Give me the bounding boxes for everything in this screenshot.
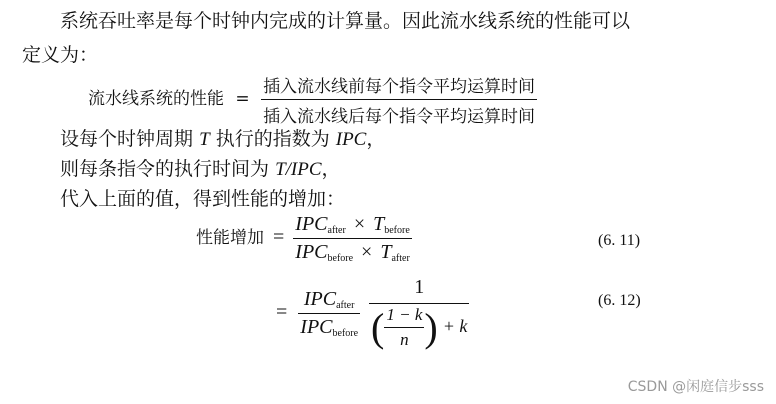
eq2-fraction-one [369, 276, 469, 351]
eq1-lhs: 性能增加 [196, 228, 264, 249]
eq2-inner-den: n [400, 330, 409, 349]
eq2-den-ipc-sub: before [332, 328, 359, 339]
eq2-plus-k: + k [442, 316, 468, 337]
eq1-den-times: × [361, 241, 373, 263]
eq1-eq: = [273, 226, 285, 249]
eq2-num-ipc-sub: after [336, 300, 355, 311]
body-l2-pre: 则每条指令的执行时间为 [60, 158, 270, 180]
eq2-denominator [298, 314, 360, 339]
eq2-right-paren: ) [424, 305, 438, 350]
body-l2-end: ， [321, 158, 341, 180]
perf-definition [88, 72, 537, 127]
eq2-eq: = [276, 301, 288, 324]
body-l1-pre: 设每个时钟周期 [60, 128, 194, 150]
eq1-den-ipc-sub: before [327, 253, 354, 264]
perf-fraction [261, 72, 537, 127]
perf-numerator: 插入流水线前每个指令平均运算时间 [261, 72, 537, 100]
body-l2-expr: T/IPC [275, 159, 322, 180]
eq2-den-ipc: IPC [300, 316, 333, 338]
paragraph-line-2: 定义为： [22, 44, 99, 66]
eq1-num-times: × [353, 213, 366, 235]
perf-lhs: 流水线系统的性能 [88, 89, 224, 109]
eq2-left-paren: ( [371, 305, 385, 350]
eq2-fraction-ipc [298, 288, 360, 339]
watermark: CSDN @闲庭信步sss [627, 379, 764, 395]
equation-6-11 [196, 213, 412, 264]
eq1-fraction [293, 213, 412, 264]
eq1-den-t-sub: after [391, 253, 410, 264]
equation-6-12 [276, 276, 469, 351]
eq1-num-ipc: IPC [295, 213, 328, 235]
eq1-num-t-sub: before [384, 225, 410, 236]
body-l1-mid: 执行的指数为 [215, 128, 330, 150]
equation-number-6-11: (6. 11) [598, 232, 641, 249]
body-l1-ipc: IPC [335, 129, 367, 150]
body-line-2 [60, 154, 341, 181]
eq1-den-ipc: IPC [295, 241, 328, 263]
eq2-numerator [298, 288, 360, 314]
body-l1-end: ， [366, 128, 386, 150]
perf-eq: = [235, 89, 250, 109]
eq2-one: 1 [369, 276, 469, 304]
eq2-inner-fraction [384, 305, 424, 350]
eq2-inner-num: 1 − k [384, 305, 424, 328]
paragraph-line-1: 系统吞吐率是每个时钟内完成的计算量。因此流水线系统的性能可以 [60, 10, 631, 32]
eq1-numerator [293, 213, 412, 239]
perf-denominator: 插入流水线后每个指令平均运算时间 [263, 107, 536, 127]
body-line-1 [60, 124, 385, 151]
equation-number-6-12: (6. 12) [598, 292, 641, 309]
eq1-den-t: T [380, 241, 392, 263]
eq1-denominator [293, 239, 412, 264]
body-line-3: 代入上面的值，得到性能的增加： [60, 188, 346, 210]
eq2-num-ipc: IPC [303, 288, 337, 310]
body-l1-T: T [199, 129, 210, 150]
eq1-num-t: T [373, 213, 385, 235]
eq1-num-ipc-sub: after [327, 225, 346, 236]
eq2-big-denominator [369, 304, 469, 351]
